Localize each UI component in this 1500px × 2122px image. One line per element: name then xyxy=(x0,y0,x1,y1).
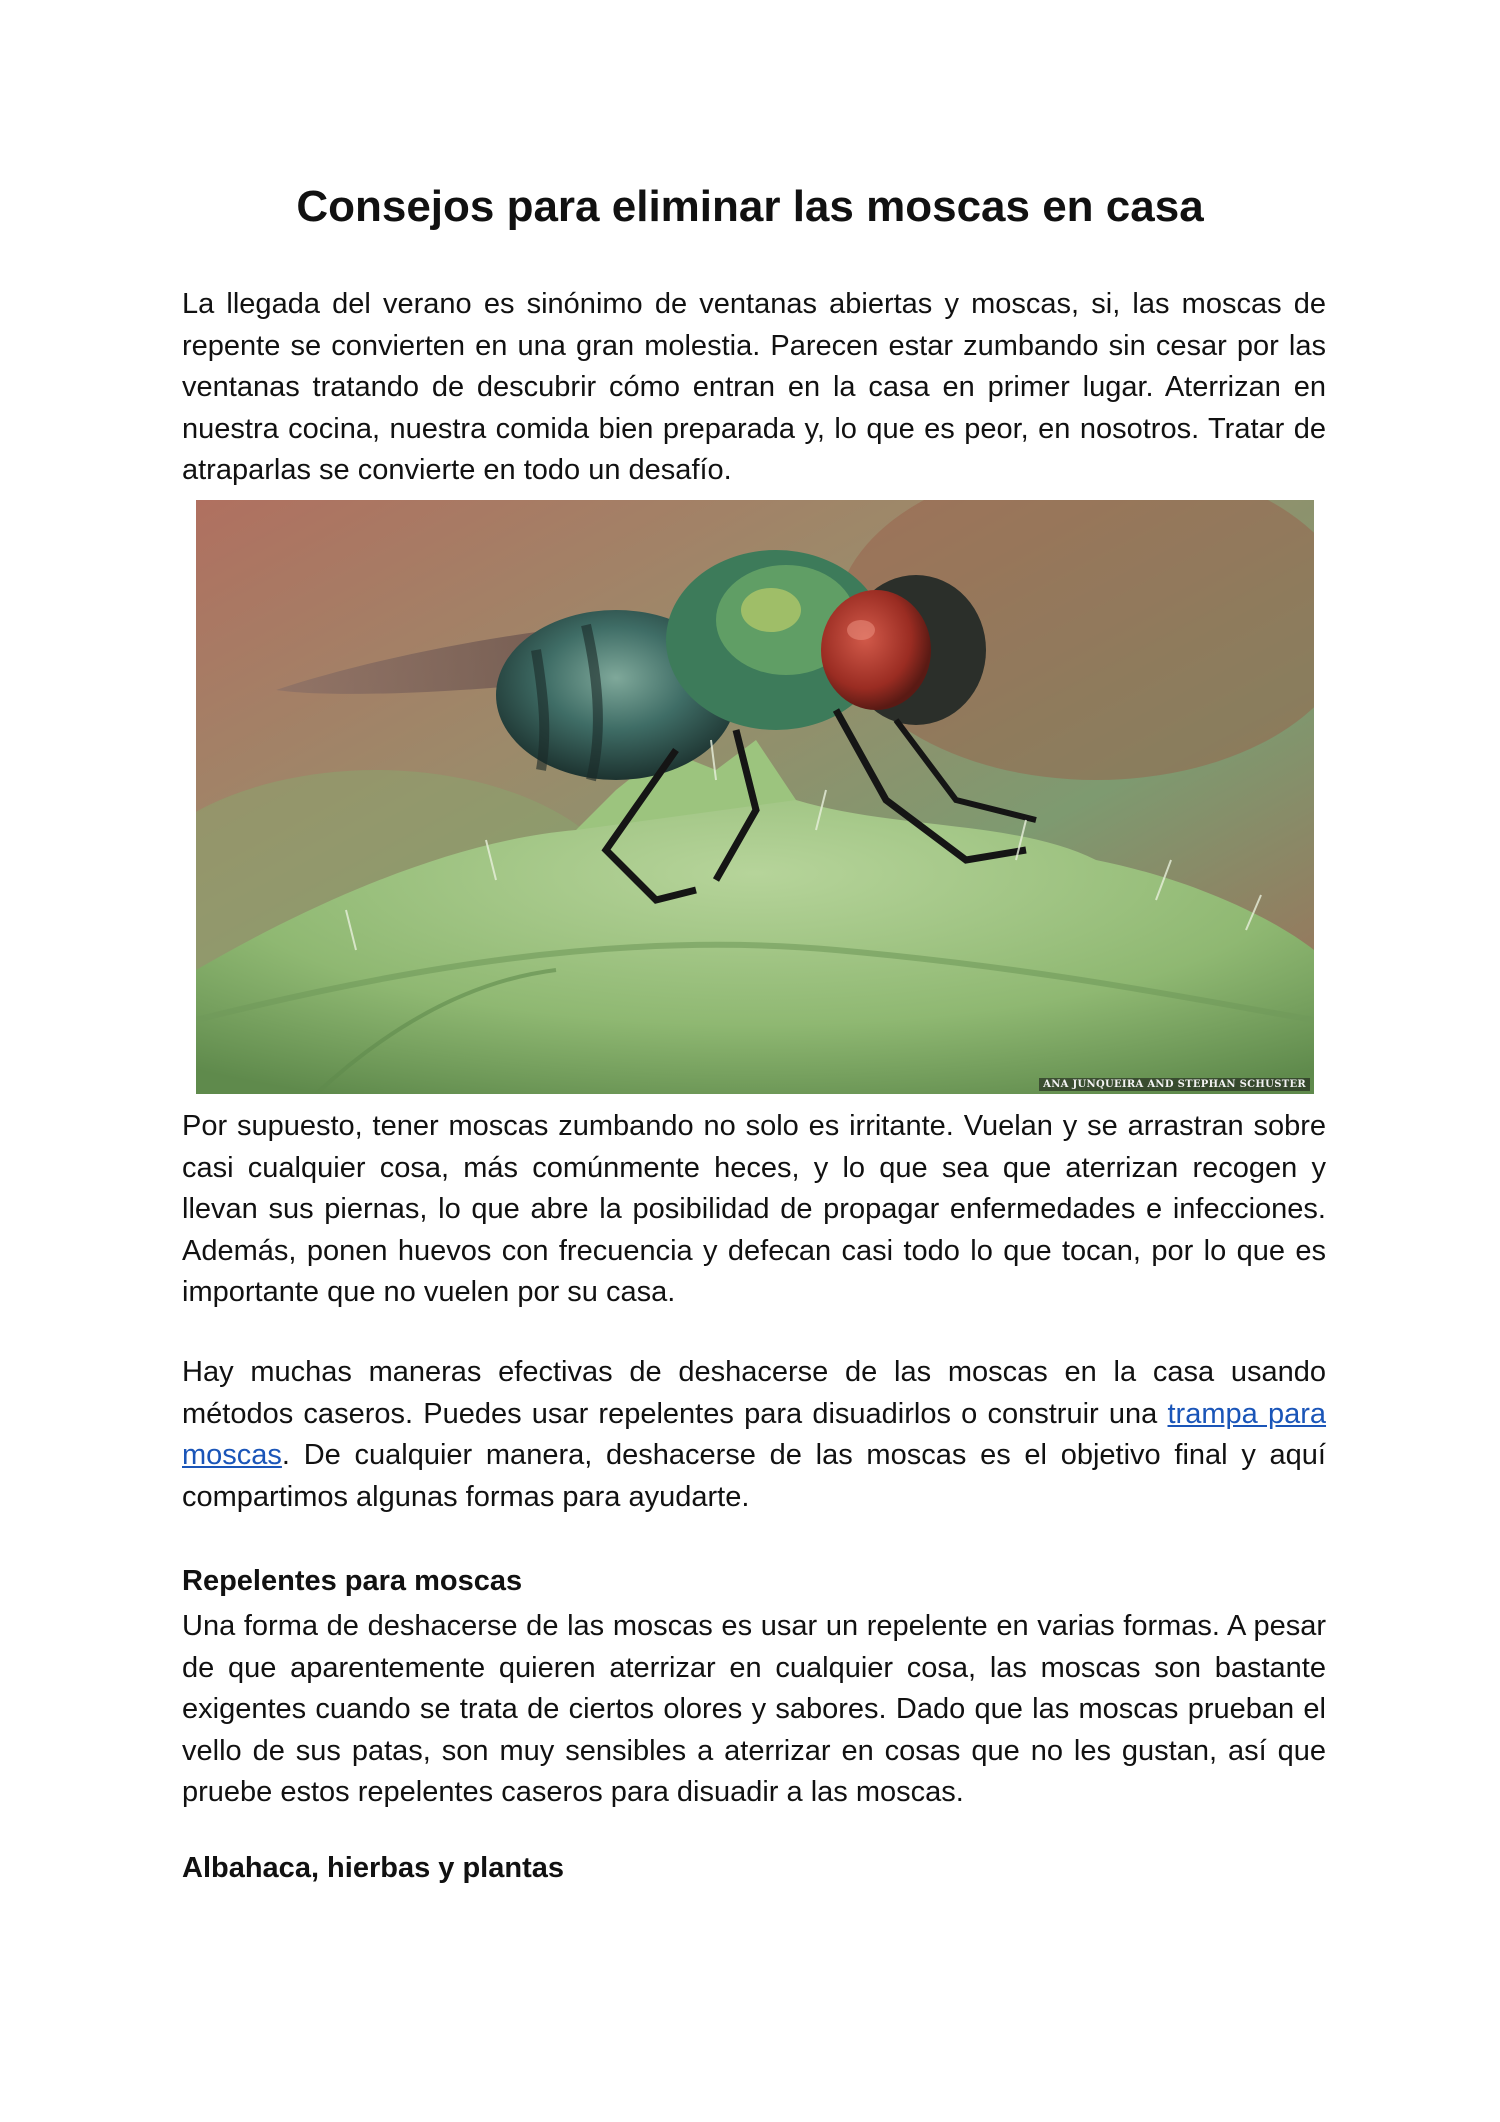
page-title: Consejos para eliminar las moscas en casa xyxy=(296,182,1204,231)
intro-paragraph: La llegada del verano es sinónimo de ventanas abiertas y moscas, si, las moscas de repente se convierten en una gran molestia. Parecen estar zumbando sin cesar por las ventanas tratando de descubrir cómo entran en la casa en primer lugar. Aterrizan en nuestra cocina, nuestra comida bien preparada y, lo que es peor, en nosotros. Tratar de atraparlas se convierte en todo un desafío. xyxy=(182,288,1326,486)
paragraph-3 xyxy=(182,1352,1326,1518)
fly-photo xyxy=(196,500,1314,1094)
paragraph-3-text-before: Hay muchas maneras efectivas de deshacerse de las moscas en la casa usando métodos caseros. Puedes usar repelentes para disuadirlos o construir una xyxy=(182,1356,1326,1430)
flytrap-link[interactable]: trampa para moscas xyxy=(182,1397,1327,1471)
section-heading-albahaca: Albahaca, hierbas y plantas xyxy=(182,1852,564,1884)
photo-credit: ANA JUNQUEIRA AND STEPHAN SCHUSTER xyxy=(1039,1078,1310,1091)
paragraph-2: Por supuesto, tener moscas zumbando no solo es irritante. Vuelan y se arrastran sobre casi cualquier cosa, más comúnmente heces, y lo que sea que aterrizan recogen y llevan sus piernas, lo que abre la posibilidad de propagar enfermedades e infecciones. Además, ponen huevos con frecuencia y defecan casi todo lo que tocan, por lo que es importante que no vuelen por su casa. xyxy=(182,1110,1326,1308)
paragraph-3-text-after: . De cualquier manera, deshacerse de las moscas es el objetivo final y aquí compartimos algunas formas para ayudarte. xyxy=(182,1439,1326,1513)
section-heading-repelentes: Repelentes para moscas xyxy=(182,1565,523,1597)
section-body-repelentes: Una forma de deshacerse de las moscas es usar un repelente en varias formas. A pesar de que aparentemente quieren aterrizar en cualquier cosa, las moscas son bastante exigentes cuando se trata de ciertos olores y sabores. Dado que las moscas prueban el vello de sus patas, son muy sensibles a aterrizar en cosas que no les gustan, así que pruebe estos repelentes caseros para disuadir a las moscas. xyxy=(182,1610,1326,1808)
fly-on-leaf-icon xyxy=(196,500,1314,1094)
